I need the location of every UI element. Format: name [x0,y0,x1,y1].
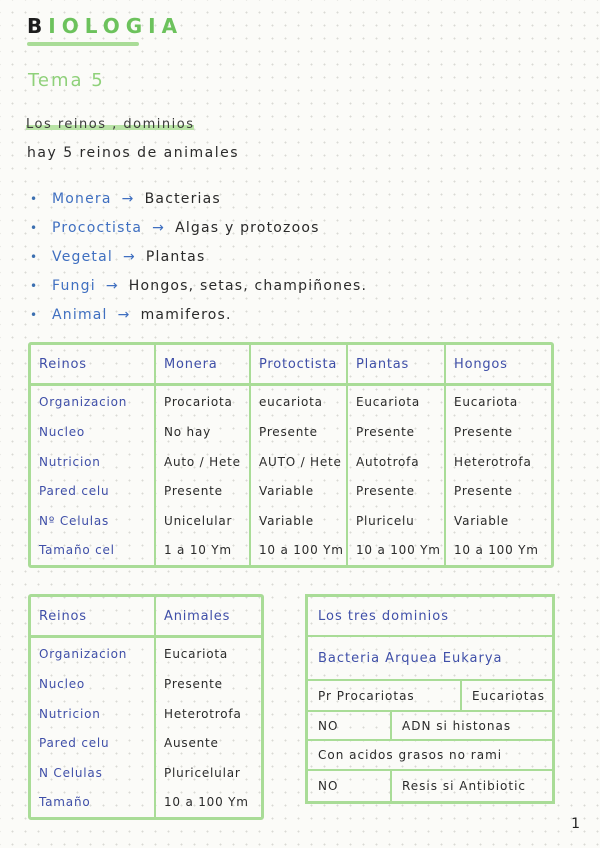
list-item: • Animal → mamiferos. [30,306,232,323]
table-row: Tamaño 10 a 100 Ym [31,787,261,817]
domains-title: Los tres dominios [318,608,449,624]
table-header-cell: Animales [155,597,261,637]
table-row: Nº Celulas Unicelular Variable Pluricelu Variable [31,506,551,536]
table-row: Nucleo No hay Presente Presente Presente [31,417,551,447]
list-item: • Monera → Bacterias [30,190,221,207]
domains-names-row [308,637,552,681]
table-header-cell: Reinos [31,597,155,637]
bullet-dot-icon: • [30,278,39,293]
table-row: N Celulas Pluricelular [31,758,261,788]
list-item: • Prococtista → Algas y protozoos [30,219,320,236]
table-row: Organizacion Eucariota [31,637,261,670]
intro-text: hay 5 reinos de animales [27,145,239,161]
title-underline [27,42,139,46]
arrow-right-icon: → [105,277,119,294]
table-row: Pared celu Ausente [31,728,261,758]
table-header-cell: Hongos [445,345,551,385]
arrow-right-icon: → [152,219,166,236]
table-row: Organizacion Procariota eucariota Eucariota Eucariota [31,385,551,418]
table-header-cell: Monera [155,345,250,385]
bullet-dot-icon: • [30,191,39,206]
table-header-cell: Protoctista [250,345,347,385]
table-row: Tamaño cel 1 a 10 Ym 10 a 100 Ym 10 a 100 Ym 10 a 100 Ym [31,535,551,565]
table-row: Nucleo Presente [31,669,261,699]
page-number: 1 [571,816,580,832]
bullet-dot-icon: • [30,249,39,264]
table-row: NO ADN si histonas [308,712,552,741]
arrow-right-icon: → [122,248,136,265]
table-row: NO Resis si Antibiotic [308,771,552,801]
kingdom-list [30,184,367,329]
topic-heading: Tema 5 [28,70,105,91]
table-row: Pared celu Presente Variable Presente Presente [31,476,551,506]
list-item: • Vegetal → Plantas [30,248,206,265]
kingdoms-table [28,342,554,568]
table-header-cell: Reinos [31,345,155,385]
domains-title-row [308,597,552,637]
arrow-right-icon: → [117,306,131,323]
domains-names: Bacteria Arquea Eukarya [318,650,503,666]
section-subtitle: Los reinos , dominios [26,117,195,132]
table-row: Pr Procariotas Eucariotas [308,681,552,712]
table-row: Con acidos grasos no rami [308,741,552,771]
animals-table [28,594,264,820]
table-row: Nutricion Auto / Hete AUTO / Hete Autotrofa Heterotrofa [31,447,551,477]
list-item: • Fungi → Hongos, setas, champiñones. [30,277,368,294]
bullet-dot-icon: • [30,220,39,235]
table-row: Nutricion Heterotrofa [31,699,261,729]
page-title: BIOLOGIA [27,14,184,38]
table-header-cell: Plantas [347,345,445,385]
bullet-dot-icon: • [30,307,39,322]
arrow-right-icon: → [121,190,135,207]
domains-box [305,594,555,804]
